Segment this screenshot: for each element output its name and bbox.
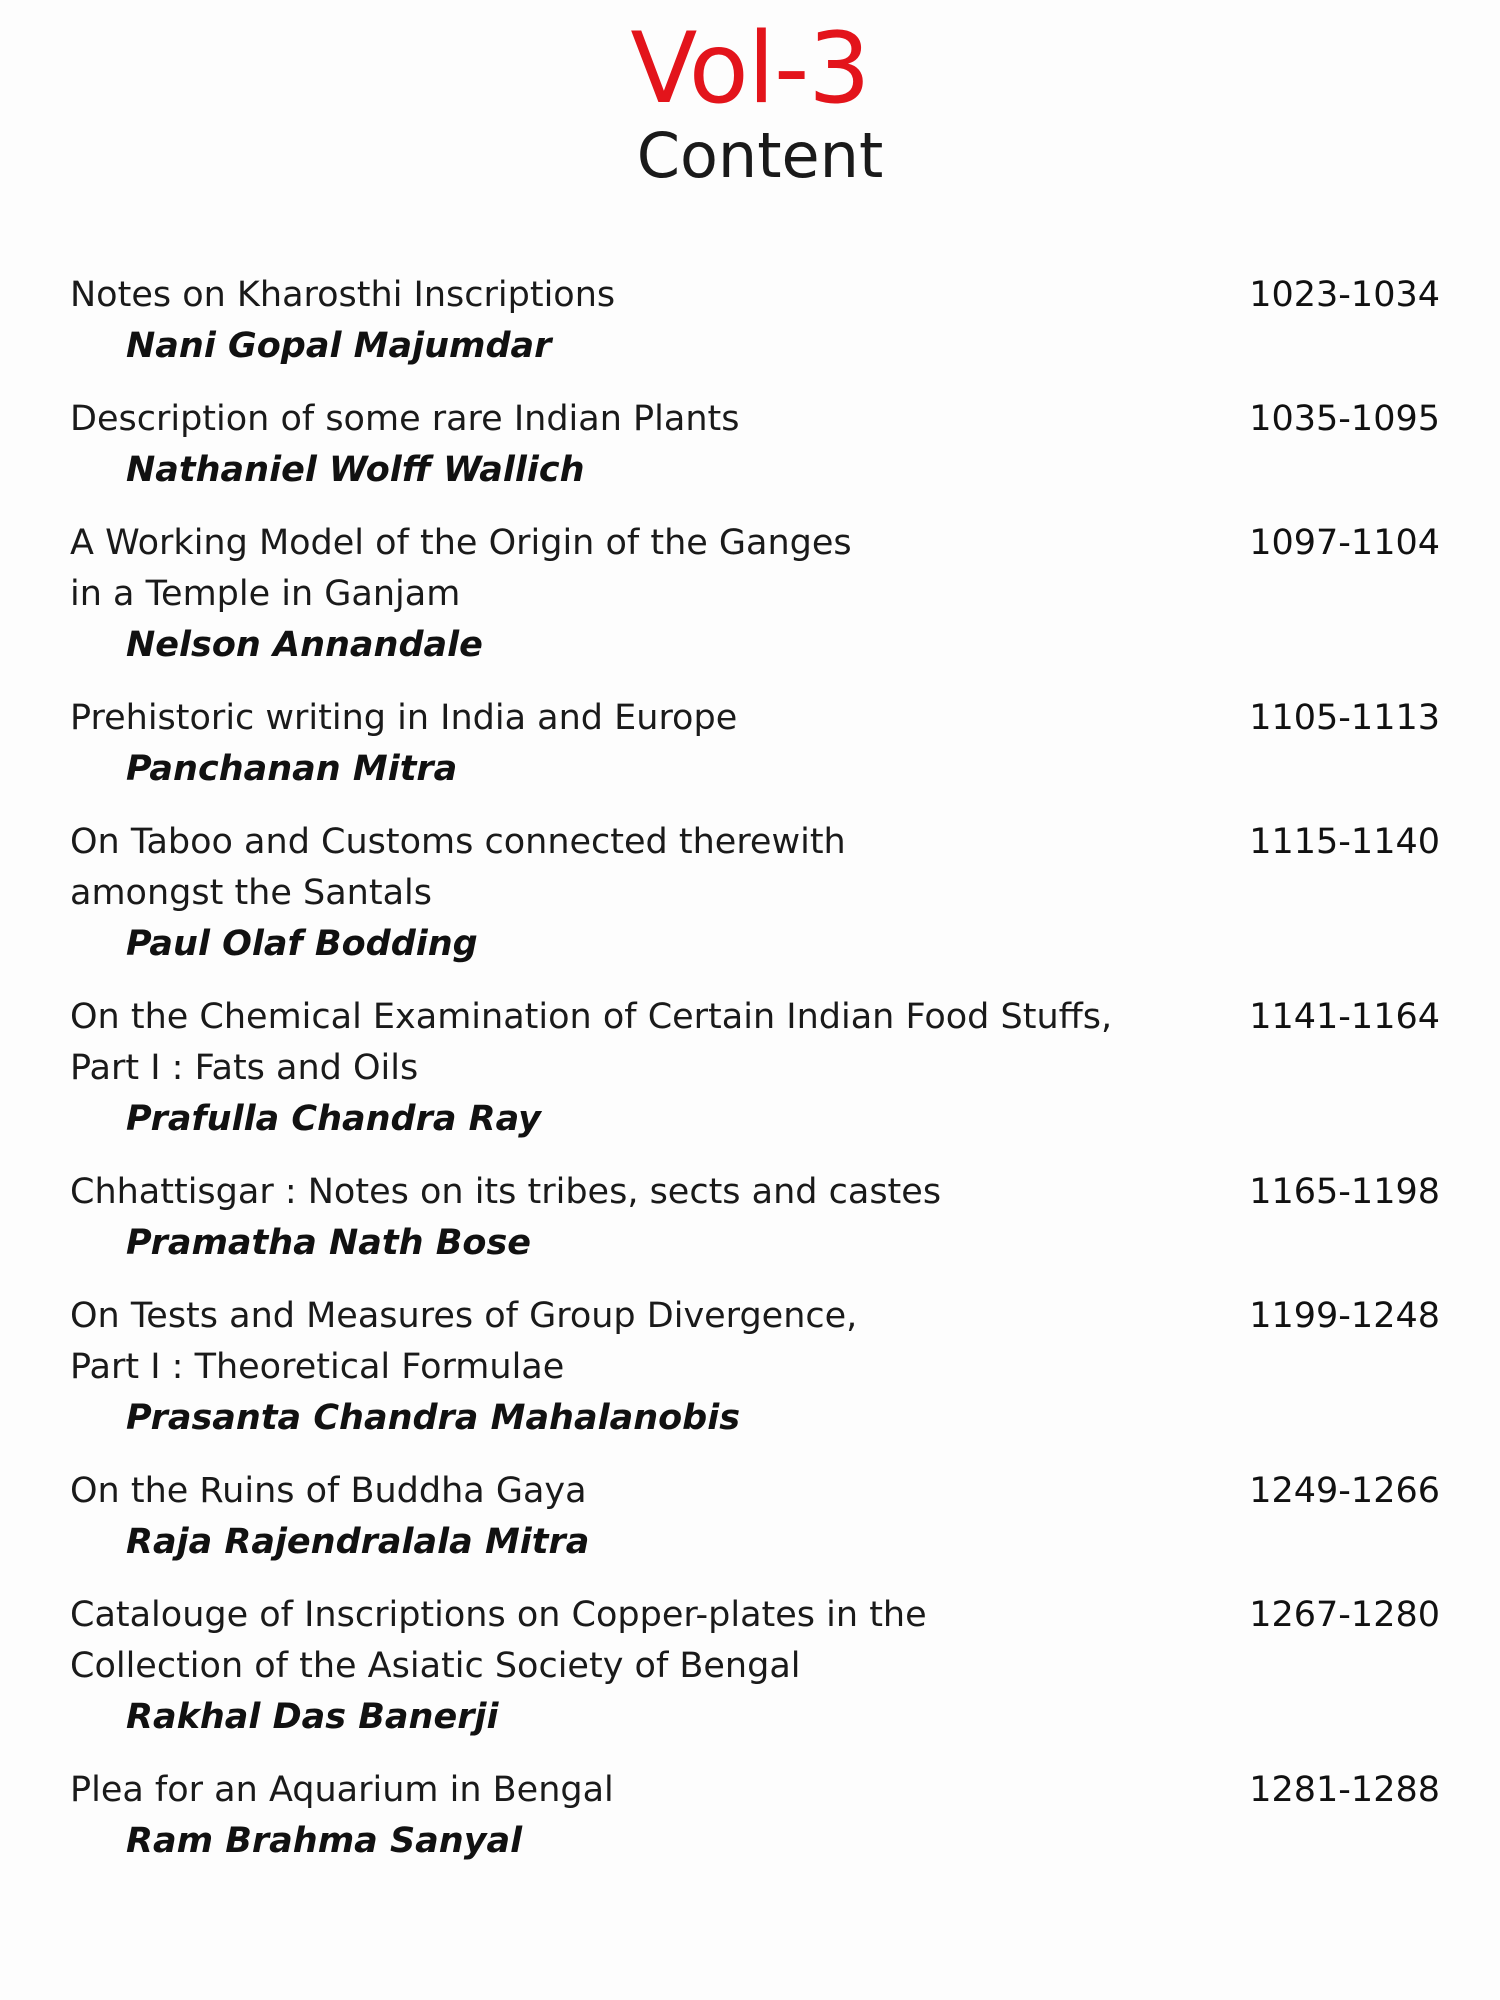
toc-entry — [70, 394, 1440, 496]
entry-author: Ram Brahma Sanyal — [126, 1821, 523, 1861]
entry-author: Panchanan Mitra — [126, 749, 458, 789]
toc-entry — [70, 270, 1440, 372]
page-title: Content — [636, 119, 884, 192]
entry-title: On Tests and Measures of Group Divergence, Part I : Theoretical Formulae — [70, 1296, 858, 1387]
entry-author: Prafulla Chandra Ray — [126, 1099, 541, 1139]
toc-entry — [70, 1167, 1440, 1269]
entry-title: Plea for an Aquarium in Bengal — [70, 1770, 614, 1810]
entry-pages: 1097-1104 — [1249, 523, 1440, 563]
entry-author: Raja Rajendralala Mitra — [126, 1522, 590, 1562]
entry-title: A Working Model of the Origin of the Ganges in a Temple in Ganjam — [70, 523, 852, 614]
entry-pages: 1249-1266 — [1249, 1471, 1440, 1511]
toc-entry — [70, 817, 1440, 970]
entry-pages: 1035-1095 — [1249, 399, 1440, 439]
volume-label: Vol-3 — [630, 12, 870, 126]
toc-entry — [70, 1291, 1440, 1444]
entry-title: Catalouge of Inscriptions on Copper-plates in the Collection of the Asiatic Society of Bengal — [70, 1595, 927, 1686]
entry-title: On the Chemical Examination of Certain Indian Food Stuffs, Part I : Fats and Oils — [70, 997, 1113, 1088]
entry-author: Nani Gopal Majumdar — [126, 326, 552, 366]
toc-entry — [70, 1466, 1440, 1568]
toc-entry — [70, 693, 1440, 795]
entry-pages: 1115-1140 — [1249, 822, 1440, 862]
entry-author: Prasanta Chandra Mahalanobis — [126, 1398, 741, 1438]
entry-title: Description of some rare Indian Plants — [70, 399, 740, 439]
entry-author: Rakhal Das Banerji — [126, 1697, 499, 1737]
entry-pages: 1141-1164 — [1249, 997, 1440, 1037]
table-of-contents — [70, 270, 1440, 1889]
toc-entry — [70, 992, 1440, 1145]
entry-pages: 1023-1034 — [1249, 275, 1440, 315]
entry-title: Chhattisgar : Notes on its tribes, sects and castes — [70, 1172, 942, 1212]
entry-pages: 1105-1113 — [1249, 698, 1440, 738]
entry-pages: 1267-1280 — [1249, 1595, 1440, 1635]
toc-entry — [70, 518, 1440, 671]
toc-entry — [70, 1590, 1440, 1743]
entry-title: On the Ruins of Buddha Gaya — [70, 1471, 587, 1511]
entry-pages: 1199-1248 — [1249, 1296, 1440, 1336]
entry-author: Paul Olaf Bodding — [126, 924, 478, 964]
entry-pages: 1165-1198 — [1249, 1172, 1440, 1212]
entry-title: On Taboo and Customs connected therewith amongst the Santals — [70, 822, 846, 913]
toc-entry — [70, 1765, 1440, 1867]
entry-title: Notes on Kharosthi Inscriptions — [70, 275, 616, 315]
entry-author: Nathaniel Wolff Wallich — [126, 450, 585, 490]
entry-author: Pramatha Nath Bose — [126, 1223, 532, 1263]
entry-title: Prehistoric writing in India and Europe — [70, 698, 738, 738]
entry-author: Nelson Annandale — [126, 625, 483, 665]
entry-pages: 1281-1288 — [1249, 1770, 1440, 1810]
